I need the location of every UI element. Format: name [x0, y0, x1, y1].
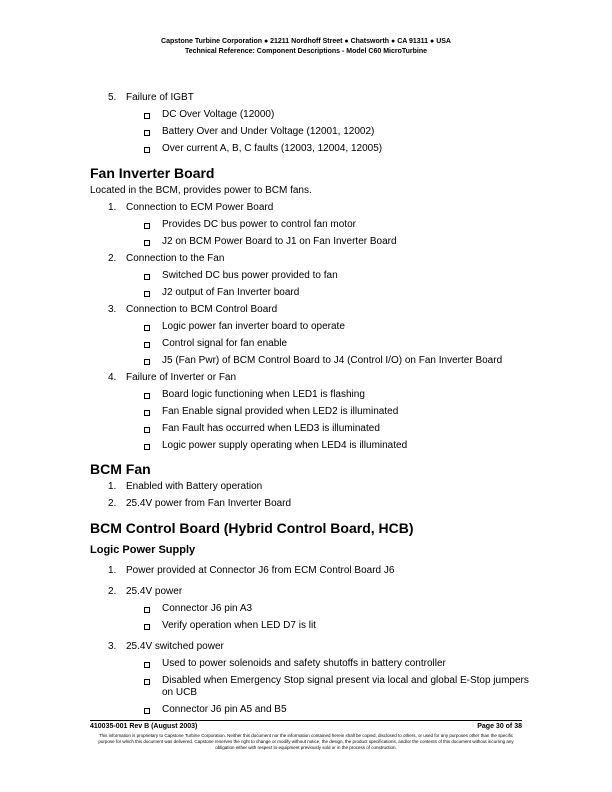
bullet-item [90, 620, 530, 632]
bullet-item [90, 109, 530, 121]
bullet-text: J2 on BCM Power Board to J1 on Fan Inverter Board [162, 236, 397, 247]
square-bullet-icon [144, 662, 150, 668]
subsection-heading: Logic Power Supply [90, 544, 196, 556]
list-number: 1. [108, 481, 117, 492]
square-bullet-icon [144, 291, 150, 297]
list-number: 1. [108, 202, 117, 213]
list-item [90, 498, 530, 510]
list-item-text: Enabled with Battery operation [126, 481, 263, 492]
square-bullet-icon [144, 708, 150, 714]
list-item-text: Connection to the Fan [126, 253, 225, 264]
square-bullet-icon [144, 240, 150, 246]
section-heading: BCM Fan [90, 461, 151, 477]
bullet-item [90, 704, 530, 716]
bullet-text: Switched DC bus power provided to fan [162, 270, 338, 281]
list-item-text: Connection to ECM Power Board [126, 202, 274, 213]
bullet-item [90, 440, 530, 452]
bullet-text: Connector J6 pin A3 [162, 603, 253, 614]
square-bullet-icon [144, 427, 150, 433]
list-item [90, 481, 530, 493]
list-item [90, 372, 530, 384]
list-item-text: 25.4V power [126, 586, 183, 597]
legal-disclaimer: This information is proprietary to Capstone Turbine Corporation. Neither this document nor the information contained herein shall be copied, disclosed to others, or used for any purposes other than the specific purpose for which this document was delivered. Capstone reserves the right to change or modify without notice, the design, the product specifications, and/or the contents of this document without incurring any obligation either with respect to equipment previously sold or in the process of construction. [98, 733, 514, 750]
bullet-text: Logic power supply operating when LED4 is illuminated [162, 440, 408, 451]
list-item-text: Connection to BCM Control Board [126, 304, 278, 315]
bullet-item [90, 406, 530, 418]
bullet-text: Verify operation when LED D7 is lit [162, 620, 316, 631]
square-bullet-icon [144, 113, 150, 119]
square-bullet-icon [144, 679, 150, 685]
square-bullet-icon [144, 444, 150, 450]
bullet-text: Logic power fan inverter board to operate [162, 321, 345, 332]
bullet-item [90, 389, 530, 401]
square-bullet-icon [144, 342, 150, 348]
bullet-item [90, 338, 530, 350]
bullet-text: J5 (Fan Pwr) of BCM Control Board to J4 (Control I/O) on Fan Inverter Board [162, 355, 503, 366]
square-bullet-icon [144, 274, 150, 280]
list-number: 2. [108, 498, 117, 509]
bullet-text: Control signal for fan enable [162, 338, 288, 349]
list-item [90, 202, 530, 214]
bullet-item [90, 236, 530, 248]
footer-divider [90, 720, 522, 721]
list-item [90, 253, 530, 265]
bullet-item [90, 603, 530, 615]
list-item [90, 304, 530, 316]
bullet-item [90, 219, 530, 231]
section-intro: Located in the BCM, provides power to BCM fans. [90, 185, 312, 196]
header-title-line: Technical Reference: Component Descriptions - Model C60 MicroTurbine [184, 48, 428, 55]
list-number: 5. [108, 92, 117, 103]
square-bullet-icon [144, 393, 150, 399]
bullet-text: Battery Over and Under Voltage (12001, 12002) [162, 126, 375, 137]
list-item [90, 92, 530, 104]
section-heading: Fan Inverter Board [90, 165, 215, 181]
section-heading: BCM Control Board (Hybrid Control Board, HCB) [90, 520, 414, 536]
header-company-line: Capstone Turbine Corporation ● 21211 Nordhoff Street ● Chatsworth ● CA 91311 ● USA [161, 38, 451, 45]
page-number: Page 30 of 38 [477, 723, 522, 730]
square-bullet-icon [144, 130, 150, 136]
square-bullet-icon [144, 607, 150, 613]
list-number: 2. [108, 253, 117, 264]
bullet-text: Fan Enable signal provided when LED2 is illuminated [162, 406, 399, 417]
list-number: 1. [108, 565, 117, 576]
list-number: 2. [108, 586, 117, 597]
bullet-item [90, 355, 530, 367]
bullet-item [90, 143, 530, 155]
bullet-item [90, 287, 530, 299]
square-bullet-icon [144, 325, 150, 331]
bullet-text: Over current A, B, C faults (12003, 12004, 12005) [162, 143, 383, 154]
list-number: 4. [108, 372, 117, 383]
list-item [90, 586, 530, 598]
bullet-text: Board logic functioning when LED1 is flashing [162, 389, 365, 400]
bullet-text: Connector J6 pin A5 and B5 [162, 704, 287, 715]
list-number: 3. [108, 641, 117, 652]
list-item [90, 565, 530, 577]
bullet-text: J2 output of Fan Inverter board [162, 287, 300, 298]
square-bullet-icon [144, 359, 150, 365]
bullet-text: Disabled when Emergency Stop signal present via local and global E-Stop jumpers on UCB [162, 675, 529, 698]
bullet-text: DC Over Voltage (12000) [162, 109, 275, 120]
bullet-item [90, 321, 530, 333]
square-bullet-icon [144, 410, 150, 416]
square-bullet-icon [144, 223, 150, 229]
bullet-text: Provides DC bus power to control fan motor [162, 219, 356, 230]
square-bullet-icon [144, 147, 150, 153]
list-item [90, 641, 530, 653]
bullet-item [90, 423, 530, 435]
list-item-text: 25.4V power from Fan Inverter Board [126, 498, 292, 509]
page-header [0, 37, 612, 57]
list-item-text: Failure of Inverter or Fan [126, 372, 237, 383]
document-revision: 410035-001 Rev B (August 2003) [90, 723, 198, 730]
bullet-item [90, 658, 530, 670]
bullet-text: Used to power solenoids and safety shutoffs in battery controller [162, 658, 446, 669]
list-item-text: Power provided at Connector J6 from ECM Control Board J6 [126, 565, 395, 576]
list-number: 3. [108, 304, 117, 315]
bullet-item [90, 270, 530, 282]
list-item-text: 25.4V switched power [126, 641, 224, 652]
list-item-text: Failure of IGBT [126, 92, 194, 103]
document-body [90, 92, 530, 716]
bullet-item [90, 126, 530, 138]
bullet-text: Fan Fault has occurred when LED3 is illuminated [162, 423, 380, 434]
square-bullet-icon [144, 624, 150, 630]
bullet-item [90, 675, 530, 699]
